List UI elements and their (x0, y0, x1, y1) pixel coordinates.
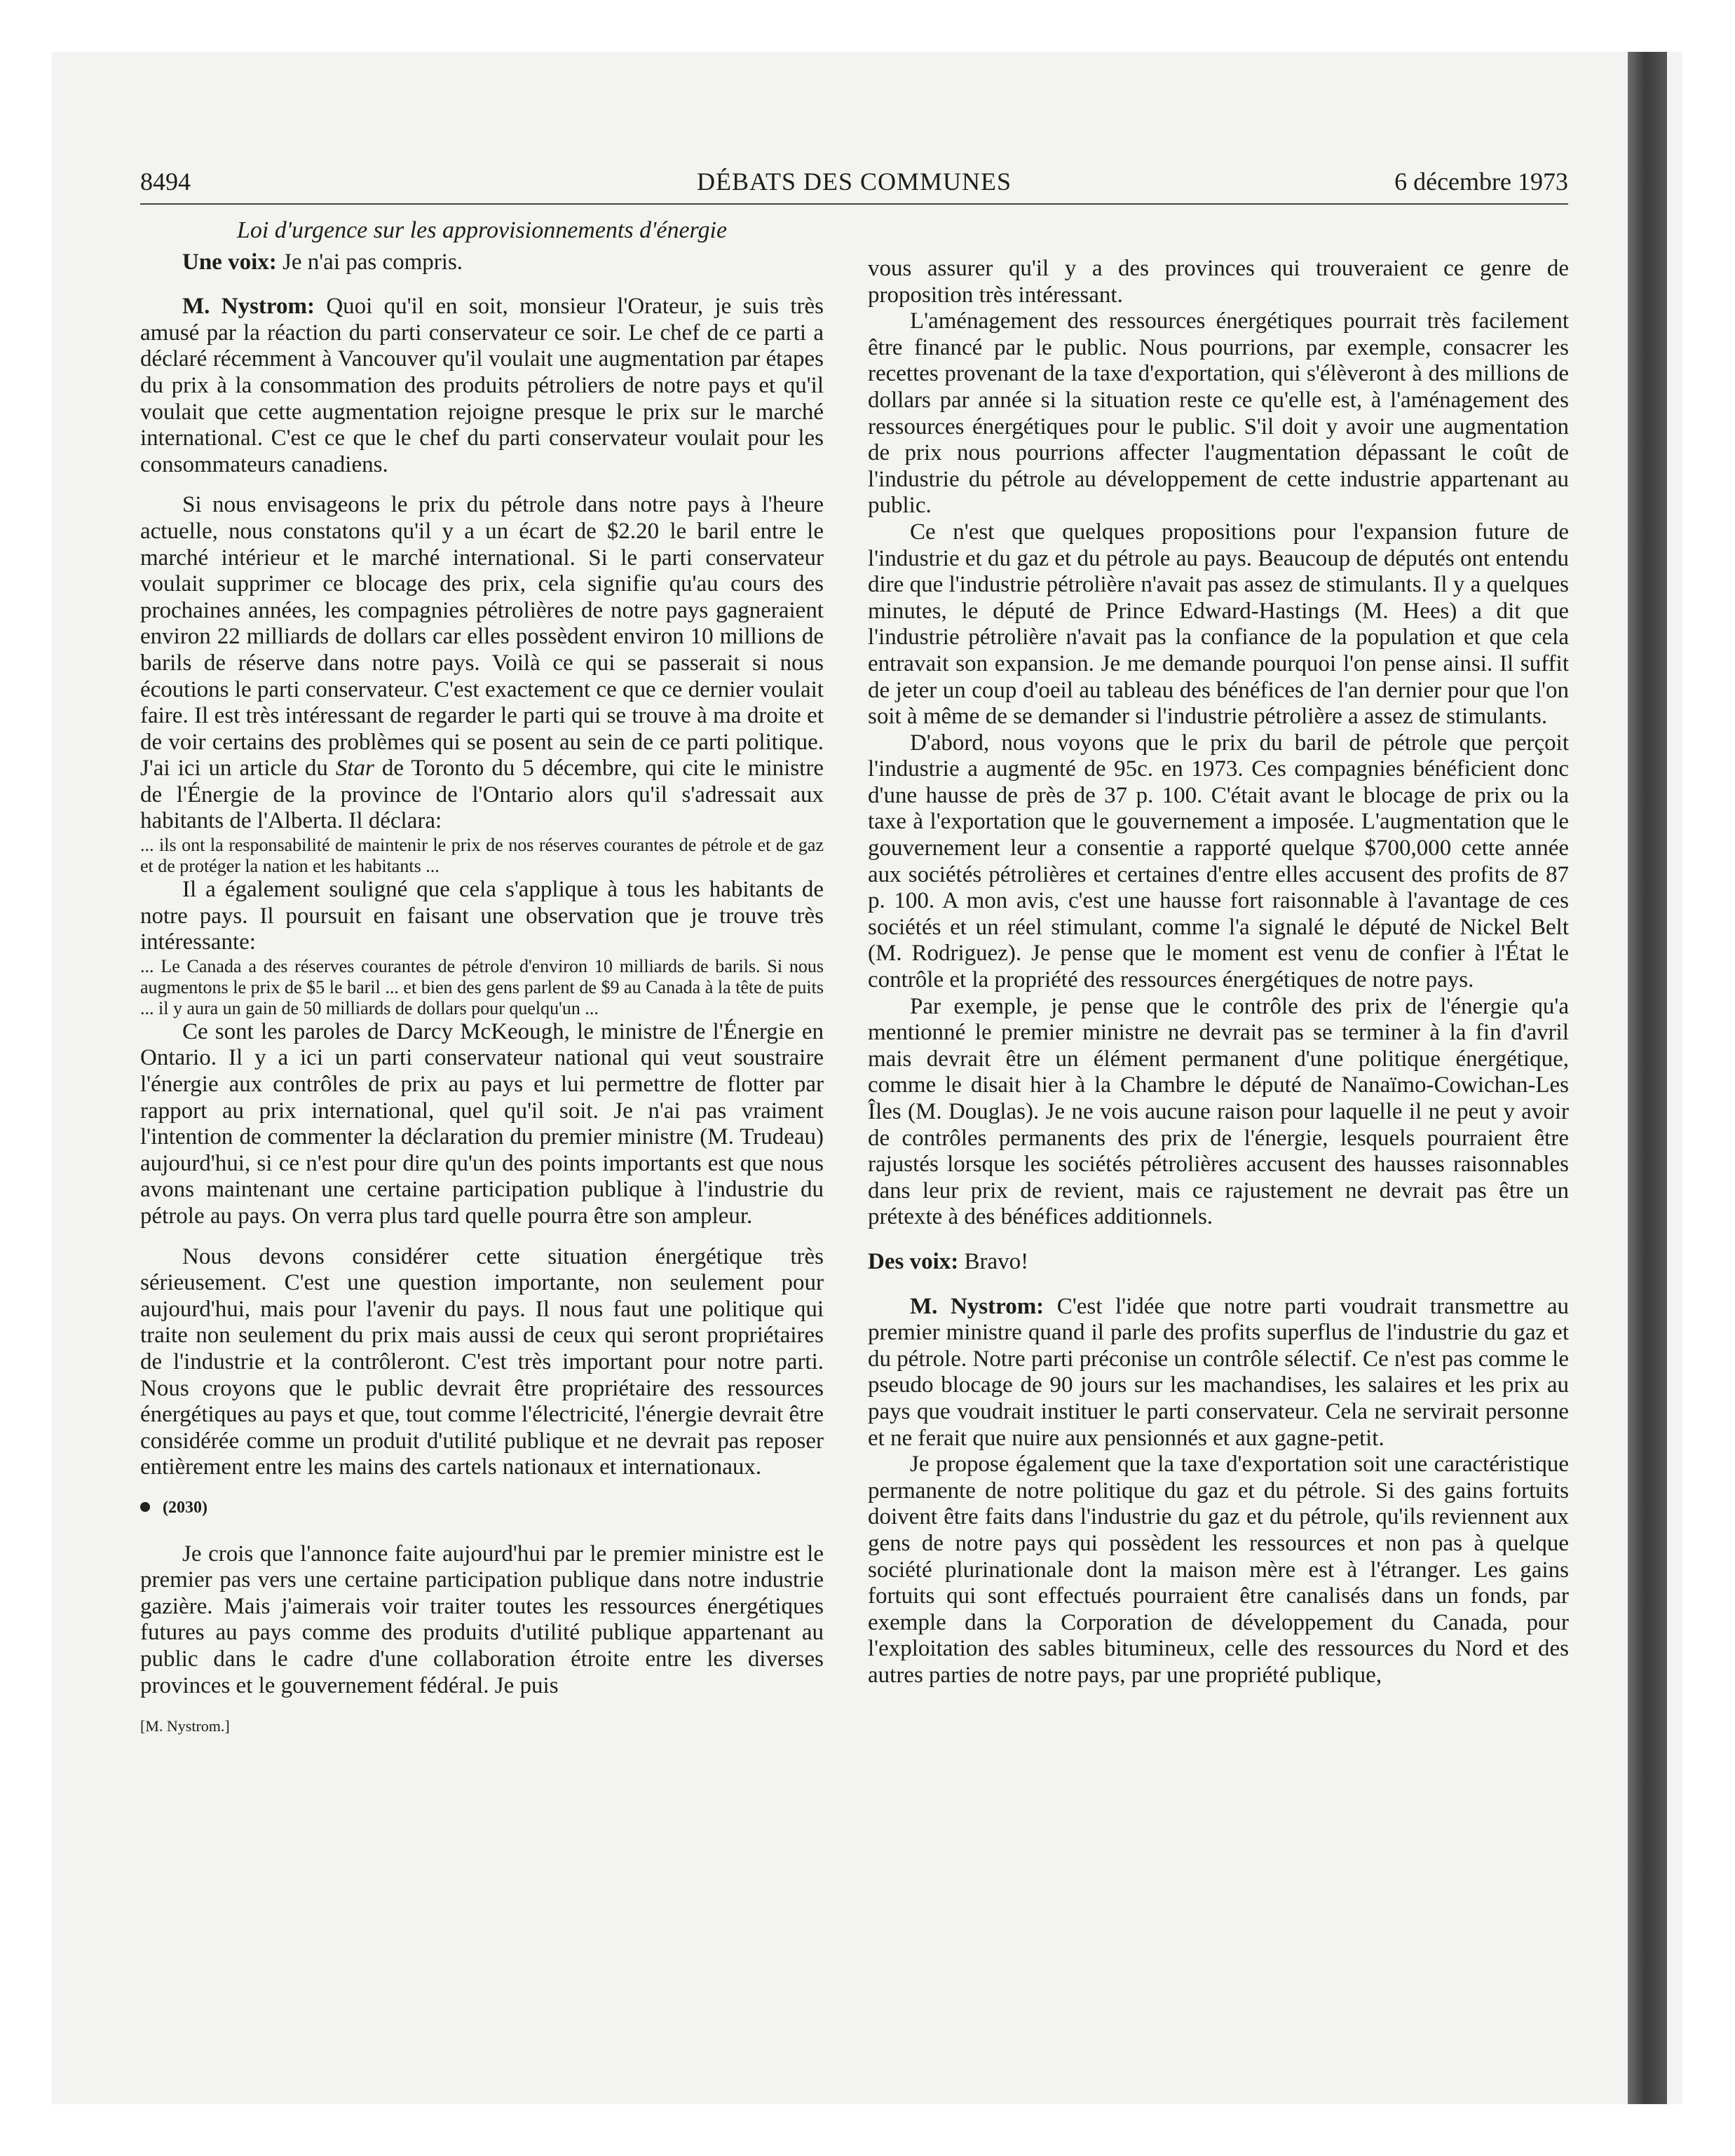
time-marker-text: (2030) (163, 1498, 207, 1517)
paragraph: vous assurer qu'il y a des provinces qui trouveraient ce genre de proposition très intéressant. (868, 256, 1569, 308)
paragraph: L'aménagement des ressources énergétiques pourrait très facilement être financé par le public. Nous pourrions, par exemple, consacrer les recettes provenant de la taxe d'exportation, qui s'élèveront à des millions de dollars par année si la situation reste ce qu'elle est, à l'aménagement des ressources énergétiques pour le public. S'il doit y avoir une augmentation de prix nous pourrions affecter l'augmentation dépassant le coût de l'industrie du pétrole au développement de cette industrie appartenant au public. (868, 308, 1569, 519)
scan-edge-shadow (1628, 52, 1667, 2104)
block-quote: ... ils ont la responsabilité de maintenir le prix de nos réserves courantes de pétrole et de gaz et de protéger la nation et les habitants ... (140, 835, 824, 877)
speaker-name: Une voix: (182, 249, 277, 275)
speaker-name: M. Nystrom: (910, 1293, 1045, 1319)
paragraph (868, 1249, 1569, 1276)
speech-text: C'est l'idée que notre parti voudrait transmettre au premier ministre quand il parle des profits superflus de l'industrie du gaz et du pétrole. Notre parti préconise un contrôle sélectif. Ce n'est pas comme le pseudo blocage de 90 jours sur les machandises, les salaires et les prix au pays que voudrait instituer le parti conservateur. Cela ne servirait personne et ne ferait que nuire aux pensionnés et aux gagne-petit. (868, 1293, 1569, 1451)
speaker-name: M. Nystrom: (182, 294, 315, 320)
speech-text: Bravo! (958, 1248, 1029, 1274)
paragraph (140, 250, 824, 276)
paragraph: Ce n'est que quelques propositions pour l'expansion future de l'industrie et du gaz et du pétrole au pays. Beaucoup de députés ont entendu dire que l'industrie pétrolière n'avait pas assez de stimulants. Il y a quelques minutes, le député de Prince Edward-Hastings (M. Hees) a dit que l'industrie pétrolière n'avait pas la confiance de la population et que cela entravait son expansion. Je me demande pourquoi l'on pense ainsi. Il suffit de jeter un coup d'oeil au tableau des bénéfices de l'an dernier pour que l'on soit à même de se demander si l'industrie pétrolière a assez de stimulants. (868, 519, 1569, 730)
section-title: Loi d'urgence sur les approvisionnements d'énergie (236, 217, 728, 243)
bullet-icon (140, 1502, 150, 1512)
speech-text: Je n'ai pas compris. (276, 249, 463, 275)
paragraph: Il a également souligné que cela s'applique à tous les habitants de notre pays. Il poursuit en faisant une observation que je trouve très intéressante: (140, 877, 824, 955)
speech-text: Quoi qu'il en soit, monsieur l'Orateur, je suis très amusé par la réaction du parti conservateur ce soir. Le chef de ce parti a déclaré récemment à Vancouver qu'il voulait une augmentation par étapes du prix à la consommation des produits pétroliers de notre pays et qu'il voulait que cette augmentation rejoigne presque le prix sur le marché international. C'est ce que le chef du parti conservateur voulait pour les consommateurs canadiens. (140, 294, 824, 477)
left-column (140, 217, 824, 1740)
newspaper-name: Star (335, 756, 374, 782)
speech-text: Si nous envisageons le prix du pétrole dans notre pays à l'heure actuelle, nous constatons qu'il y a un écart de $2.20 le baril entre le marché intérieur et le marché international. Si le parti conservateur voulait supprimer ce blocage des prix, cela signifie qu'au cours des prochaines années, les compagnies pétrolières de notre pays gagneraient environ 22 milliards de dollars car elles possèdent environ 10 millions de barils de réserve dans notre pays. Voilà ce qui se passerait si nous écoutions le parti conservateur. C'est exactement ce que ce dernier voulait faire. Il est très intéressant de regarder le parti qui se trouve à ma droite et de voir certains des problèmes qui se posent au sein de ce parti politique. J'ai ici un article du (140, 492, 824, 782)
page-number: 8494 (140, 168, 191, 196)
page-header (140, 167, 1568, 205)
page-date: 6 décembre 1973 (1394, 168, 1568, 196)
paragraph: D'abord, nous voyons que le prix du baril de pétrole que perçoit l'industrie a augmenté de 95c. en 1973. Ces compagnies bénéficient donc d'une hausse de près de 37 p. 100. C'était avant le blocage de prix ou la taxe à l'exportation que le gouvernement a imposée. L'augmentation que le gouvernement leur a consentie a rapporté quelque $700,000 cette année aux sociétés pétrolières et certaines d'entre elles accusent des profits de 87 p. 100. A mon avis, c'est une hausse fort raisonnable à l'avantage de ces sociétés et un réel stimulant, comme l'a signalé le député de Nickel Belt (M. Rodriguez). Je pense que le moment est venu de confier à l'État le contrôle et la propriété des ressources énergétiques de notre pays. (868, 730, 1569, 993)
speaker-name: Des voix: (868, 1248, 959, 1274)
speech-text: de Toronto du 5 décembre, qui cite le ministre de l'Énergie de la province de l'Ontario alors qu'il s'adressait aux habitants de l'Alberta. Il déclara: (140, 756, 824, 834)
paragraph (868, 1294, 1569, 1452)
paragraph: Je propose également que la taxe d'exportation soit une caractéristique permanente de notre politique du gaz et du pétrole. Si des gains fortuits doivent être faits dans l'industrie du gaz et du pétrole, qu'ils reviennent aux gens de notre pays qui possèdent les ressources et non pas à quelque société plurinationale dont la maison mère est à l'étranger. Les gains fortuits qui sont effectués pourraient être canalisés dans un fonds, par exemple dans la Corporation de développement du Canada, pour l'exploitation des sables bitumineux, celle des ressources du Nord et des autres parties de notre pays, par une propriété publique, (868, 1452, 1569, 1688)
paragraph (140, 294, 824, 478)
paragraph: Ce sont les paroles de Darcy McKeough, le ministre de l'Énergie en Ontario. Il y a ici un parti conservateur national qui veut soustraire l'énergie aux contrôles de prix au pays et lui permettre de flotter par rapport au prix international, quel qu'il soit. Je n'ai pas vraiment l'intention de commenter la déclaration du premier ministre (M. Trudeau) aujourd'hui, si ce n'est pour dire qu'un des points importants est que nous avons maintenant une certaine participation publique à l'industrie du pétrole au pays. On verra plus tard quelle pourra être son ampleur. (140, 1018, 824, 1229)
paragraph: Nous devons considérer cette situation énergétique très sérieusement. C'est une question importante, non seulement pour aujourd'hui, mais pour l'avenir du pays. Il nous faut une politique qui traite non seulement du prix mais aussi de ceux qui seront propriétaires de l'industrie et la contrôleront. C'est très important pour notre parti. Nous croyons que le public devrait être propriétaire des ressources énergétiques au pays et que, tout comme l'électricité, l'énergie devrait être considérée comme un produit d'utilité publique et ne devrait pas reposer entièrement entre les mains des cartels nationaux et internationaux. (140, 1243, 824, 1480)
paragraph: Par exemple, je pense que le contrôle des prix de l'énergie qu'a mentionné le premier ministre ne devrait pas se terminer à la fin d'avril mais devrait être un élément permanent d'une politique énergétique, comme le disait hier à la Chambre le député de Nanaïmo-Cowichan-Les Îles (M. Douglas). Je ne vois aucune raison pour laquelle il ne peut y avoir de contrôles permanents des prix de l'énergie, lesquels pourraient être rajustés lorsque les sociétés pétrolières accusent des hausses raisonnables dans leur prix de revient, mais ce rajustement ne devrait pas être un prétexte à des bénéfices additionnels. (868, 993, 1569, 1230)
paragraph: Je crois que l'annonce faite aujourd'hui par le premier ministre est le premier pas vers une certaine participation publique dans notre industrie gazière. Mais j'aimerais voir traiter toutes les ressources énergétiques futures au pays comme des produits d'utilité publique appartenant au public dans le cadre d'une collaboration étroite entre les diverses provinces et le gouvernement fédéral. Je puis (140, 1541, 824, 1698)
time-marker (140, 1495, 824, 1522)
publication-title: DÉBATS DES COMMUNES (696, 168, 1012, 196)
paragraph (140, 492, 824, 835)
speaker-attribution: [M. Nystrom.] (140, 1717, 230, 1735)
block-quote: ... Le Canada a des réserves courantes de pétrole d'environ 10 milliards de barils. Si nous augmentons le prix de $5 le baril ... et bien des gens parlent de $9 au Canada à la tête de puits ... il y aura un gain de 50 milliards de dollars pour quelqu'un ... (140, 955, 824, 1018)
right-column (868, 256, 1569, 1688)
